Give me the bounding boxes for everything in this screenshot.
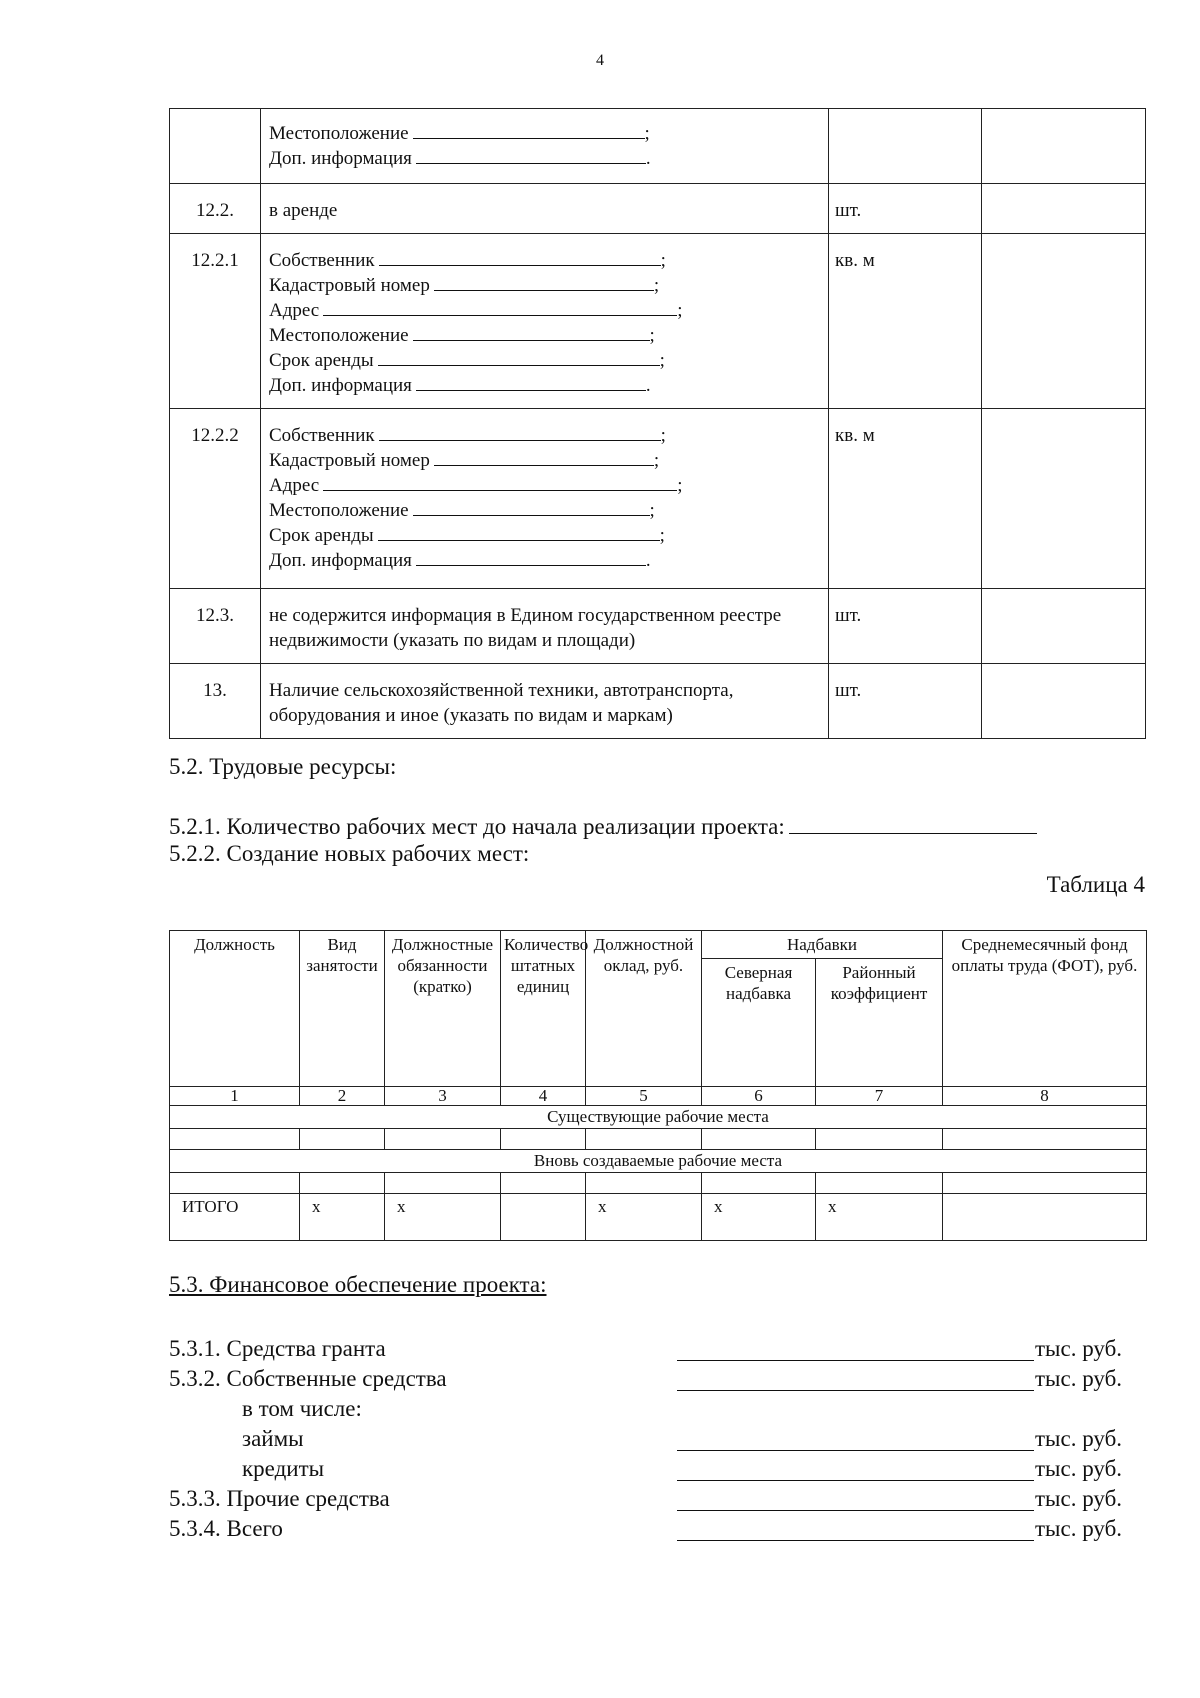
field-line: Доп. информация . [269,148,651,169]
finance-row [169,1396,1139,1426]
table-cell[interactable] [385,1129,501,1150]
field-line: Адрес ; [269,300,683,321]
jobs-before-line [169,813,1037,840]
finance-unit: тыс. руб. [1035,1336,1123,1361]
new-jobs-label: 5.2.2. Создание новых рабочих мест: [169,841,530,866]
table-cell[interactable] [170,1173,300,1194]
field-line: Срок аренды ; [269,525,665,546]
value-cell[interactable] [982,184,1146,234]
table-cell[interactable] [816,1129,943,1150]
column-index: 2 [300,1087,385,1106]
total-cell[interactable] [501,1194,586,1241]
row-number: 13. [170,664,261,739]
header-fot: Среднемесячный фонд оплаты труда (ФОТ), руб. [943,931,1147,1087]
table-cell[interactable] [702,1129,816,1150]
total-cell: х [816,1194,943,1241]
finance-field[interactable] [677,1360,1034,1361]
table-cell[interactable] [300,1129,385,1150]
table-row [170,184,1146,234]
field-line: Местоположение ; [269,123,650,144]
total-cell: х [300,1194,385,1241]
table-cell[interactable] [943,1129,1147,1150]
field-line: Доп. информация . [269,550,651,571]
finance-label: 5.3.1. Средства гранта [169,1336,386,1361]
value-cell[interactable] [982,664,1146,739]
jobs-before-label: 5.2.1. Количество рабочих мест до начала реализации проекта: [169,814,785,839]
existing-jobs-label: Существующие рабочие места [170,1106,1147,1129]
table-row [170,589,1146,664]
total-cell: х [702,1194,816,1241]
table-row [170,234,1146,409]
unit-cell: кв. м [829,234,982,409]
table-caption: Таблица 4 [1046,872,1145,897]
value-cell[interactable] [982,589,1146,664]
table-cell[interactable] [586,1129,702,1150]
total-cell: х [586,1194,702,1241]
row-fields [261,109,829,184]
finance-label: в том числе: [242,1396,362,1421]
header-staff-count: Количество штатных единиц [501,931,586,1087]
column-index: 7 [816,1087,943,1106]
row-text: в аренде [261,184,829,234]
finance-unit: тыс. руб. [1035,1456,1123,1481]
unit-cell: шт. [829,184,982,234]
value-cell[interactable] [982,109,1146,184]
table-row [170,1129,1147,1150]
column-index: 8 [943,1087,1147,1106]
row-number [170,109,261,184]
finance-row [169,1366,1139,1396]
table-cell[interactable] [170,1129,300,1150]
field-line: Местоположение ; [269,325,655,346]
field-line: Собственник ; [269,425,666,446]
section-row [170,1106,1147,1129]
finance-field[interactable] [677,1480,1034,1481]
column-index: 4 [501,1087,586,1106]
header-employment: Вид занятости [300,931,385,1087]
table-cell[interactable] [385,1173,501,1194]
jobs-before-field[interactable] [789,813,1037,834]
header-position: Должность [170,931,300,1087]
table-cell[interactable] [816,1173,943,1194]
table-cell[interactable] [501,1173,586,1194]
table-row [170,664,1146,739]
finance-unit: тыс. руб. [1035,1486,1123,1511]
total-cell: х [385,1194,501,1241]
new-jobs-section-label: Вновь создаваемые рабочие места [170,1150,1147,1173]
finance-field[interactable] [677,1510,1034,1511]
column-index: 3 [385,1087,501,1106]
finance-field[interactable] [677,1390,1034,1391]
property-table [169,108,1146,739]
finance-unit: тыс. руб. [1035,1366,1123,1391]
table-row [170,409,1146,589]
column-index: 1 [170,1087,300,1106]
jobs-table [169,930,1147,1241]
finance-field[interactable] [677,1450,1034,1451]
total-row [170,1194,1147,1241]
finance-row [169,1426,1139,1456]
table-cell[interactable] [586,1173,702,1194]
table-row [170,1173,1147,1194]
unit-cell [829,109,982,184]
row-text: не содержится информация в Едином государственном реестре недвижимости (указать по видам и площади) [261,589,829,664]
table-cell[interactable] [300,1173,385,1194]
finance-label: 5.3.3. Прочие средства [169,1486,390,1511]
finance-field[interactable] [677,1540,1034,1541]
field-line: Кадастровый номер ; [269,275,660,296]
field-line: Адрес ; [269,475,683,496]
value-cell[interactable] [982,234,1146,409]
finance-heading: 5.3. Финансовое обеспечение проекта: [169,1272,547,1297]
header-row [170,931,1147,959]
row-fields [261,409,829,589]
table-cell[interactable] [702,1173,816,1194]
field-line: Собственник ; [269,250,666,271]
field-line: Срок аренды ; [269,350,665,371]
finance-row [169,1516,1139,1546]
table-cell[interactable] [943,1173,1147,1194]
header-northern: Северная надбавка [702,959,816,1087]
finance-row [169,1486,1139,1516]
column-index: 5 [586,1087,702,1106]
column-index: 6 [702,1087,816,1106]
field-line: Кадастровый номер ; [269,450,660,471]
labor-heading: 5.2. Трудовые ресурсы: [169,754,397,779]
field-line: Доп. информация . [269,375,651,396]
header-duties: Должностные обязанности (кратко) [385,931,501,1087]
header-regional: Районный коэффициент [816,959,943,1087]
row-number: 12.2.2 [170,409,261,589]
index-row [170,1087,1147,1106]
finance-label: 5.3.4. Всего [169,1516,283,1541]
row-number: 12.3. [170,589,261,664]
finance-row [169,1456,1139,1486]
total-cell[interactable] [943,1194,1147,1241]
page-number: 4 [596,52,604,69]
unit-cell: шт. [829,589,982,664]
finance-unit: тыс. руб. [1035,1426,1123,1451]
table-row [170,109,1146,184]
finance-row [169,1336,1139,1366]
finance-unit: тыс. руб. [1035,1516,1123,1541]
row-text: Наличие сельскохозяйственной техники, автотранспорта, оборудования и иное (указать по видам и маркам) [261,664,829,739]
finance-label: займы [242,1426,304,1451]
unit-cell: шт. [829,664,982,739]
field-line: Местоположение ; [269,500,655,521]
section-row [170,1150,1147,1173]
row-number: 12.2.1 [170,234,261,409]
table-cell[interactable] [501,1129,586,1150]
finance-label: кредиты [242,1456,325,1481]
total-label: ИТОГО [170,1194,300,1241]
header-salary: Должностной оклад, руб. [586,931,702,1087]
row-fields [261,234,829,409]
unit-cell: кв. м [829,409,982,589]
header-allowances: Надбавки [702,931,943,959]
finance-label: 5.3.2. Собственные средства [169,1366,447,1391]
value-cell[interactable] [982,409,1146,589]
row-number: 12.2. [170,184,261,234]
